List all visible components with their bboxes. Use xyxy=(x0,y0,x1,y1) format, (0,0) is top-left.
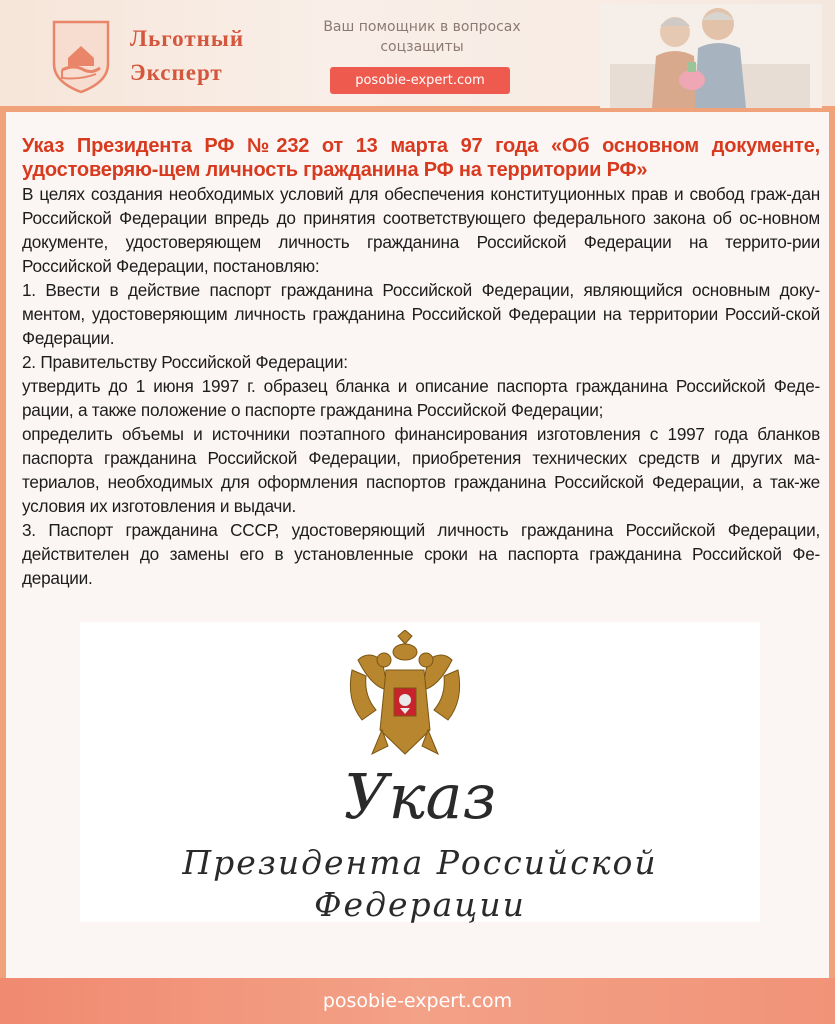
decree-subtitle: Президента Российской Федерации xyxy=(182,843,658,924)
document-title: Указ Президента РФ №232 от 13 марта 97 года «Об основном документе, удостоверяю-щем личность гражданина РФ на территории РФ» xyxy=(22,135,820,181)
decree-emblem-image xyxy=(80,622,760,922)
brand-line-2: Эксперт xyxy=(130,60,223,85)
double-headed-eagle-icon xyxy=(342,630,468,764)
site-tagline: Ваш помощник в вопросах соцзащиты xyxy=(323,19,521,55)
paragraph-item-2a: утвердить до 1 июня 1997 г. образец бланка и описание паспорта гражданина Российской Феде-рации, а также положение о паспорте гражданина Российской Федерации; xyxy=(22,376,820,420)
site-link-button[interactable]: posobie-expert.com xyxy=(330,67,510,94)
site-footer[interactable]: posobie-expert.com xyxy=(0,978,835,1024)
elderly-couple-photo xyxy=(600,4,822,108)
paragraph-preamble: В целях создания необходимых условий для обеспечения конституционных прав и свобод граж-дан Российской Федерации впредь до принятия соответствующего федерального закона об ос-новном документе, удостоверяющем личность гражданина Российской Федерации на террито-рии Российской Федерации, постановляю: xyxy=(22,184,820,276)
site-header xyxy=(0,0,835,112)
hand-holding-house-icon[interactable] xyxy=(50,18,112,94)
paragraph-item-2: 2. Правительству Российской Федерации: xyxy=(22,352,348,372)
document-body xyxy=(22,134,820,590)
paragraph-item-2b: определить объемы и источники поэтапного финансирования изготовления с 1997 года бланков паспорта гражданина Российской Федерации, приобретения технических средств и других ма-териалов, необходимых для оформления паспортов гражданина Российской Федерации, а так-же условия их изготовления и выдачи. xyxy=(22,424,820,516)
paragraph-item-1: 1. Ввести в действие паспорт гражданина Российской Федерации, являющийся основным доку-ментом, удостоверяющим личность гражданина Российской Федерации на территории Россий-ской Федерации. xyxy=(22,280,820,348)
brand-line-1: Льготный xyxy=(130,26,245,51)
brand-logo-text[interactable] xyxy=(130,22,244,90)
paragraph-item-3: 3. Паспорт гражданина СССР, удостоверяющий личность гражданина Российской Федерации, действителен до замены его в установленные сроки на паспорта гражданина Российской Фе-дерации. xyxy=(22,520,820,588)
decree-word: Указ xyxy=(343,760,497,833)
